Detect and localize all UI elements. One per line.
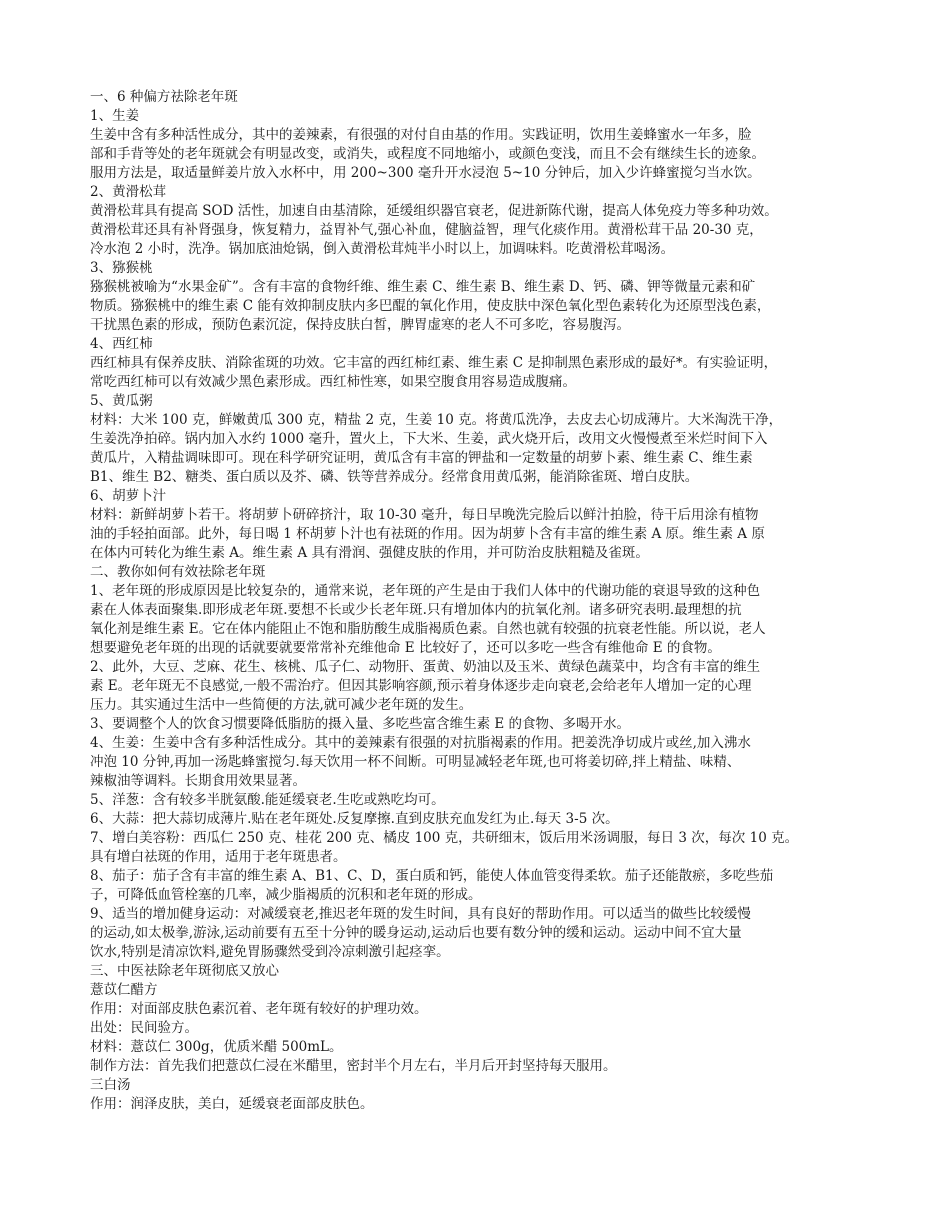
- paragraph-line: 生姜中含有多种活性成分，其中的姜辣素，有很强的对付自由基的作用。实践证明，饮用生姜蜂蜜水一年多，脸: [90, 127, 752, 143]
- paragraph-line: 饮水,特别是清凉饮料,避免胃肠骤然受到冷凉刺激引起痉挛。: [90, 944, 450, 960]
- subheading: 三白汤: [90, 1077, 131, 1093]
- paragraph-line: B1、维生 B2、糖类、蛋白质以及芥、磷、铁等营养成分。经常食用黄瓜粥，能消除雀斑、增白皮肤。: [90, 469, 699, 485]
- subheading: 5、黄瓜粥: [90, 393, 153, 409]
- subheading: 1、生姜: [90, 108, 140, 124]
- paragraph-line: 9、适当的增加健身运动：对减缓衰老,推迟老年斑的发生时间，具有良好的帮助作用。可以适当的做些比较缓慢: [90, 906, 751, 922]
- paragraph-line: 子，可降低血管栓塞的几率，减少脂褐质的沉积和老年斑的形成。: [90, 887, 482, 903]
- paragraph-line: 素在人体表面聚集.即形成老年斑.要想不长或少长老年斑.只有增加体内的抗氧化剂。诸多研究表明.最理想的抗: [90, 602, 742, 618]
- subheading: 4、西红柿: [90, 336, 153, 352]
- paragraph-line: 压力。其实通过生活中一些简便的方法,就可减少老年斑的发生。: [90, 697, 473, 713]
- paragraph-line: 黄滑松茸还具有补肾强身，恢复精力，益胃补气,强心补血，健脑益智，理气化痰作用。黄滑松茸干品 20-30 克，: [90, 222, 763, 238]
- paragraph-line: 具有增白祛斑的作用，适用于老年斑患者。: [90, 849, 347, 865]
- paragraph-line: 干扰黑色素的形成，预防色素沉淀，保持皮肤白皙，脾胃虚寒的老人不可多吃，容易腹泻。: [90, 317, 630, 333]
- section-heading: 二、教你如何有效祛除老年斑: [90, 564, 266, 580]
- paragraph-line: 材料：大米 100 克，鲜嫩黄瓜 300 克，精盐 2 克，生姜 10 克。将黄瓜洗净，去皮去心切成薄片。大米淘洗干净，: [90, 412, 783, 428]
- paragraph-line: 部和手背等处的老年斑就会有明显改变，或消失，或程度不同地缩小，或颜色变浅，而且不会有继续生长的迹象。: [90, 146, 765, 162]
- paragraph-line: 氧化剂是维生素 E。它在体内能阻止不饱和脂肪酸生成脂褐质色素。自然也就有较强的抗衰老性能。所以说，老人: [90, 621, 766, 637]
- paragraph-line: 2、此外，大豆、芝麻、花生、核桃、瓜子仁、动物肝、蛋黄、奶油以及玉米、黄绿色蔬菜中，均含有丰富的维生: [90, 659, 761, 675]
- paragraph-line: 黄瓜片，入精盐调味即可。现在科学研究证明，黄瓜含有丰富的钾盐和一定数量的胡萝卜素、维生素 C、维生素: [90, 450, 753, 466]
- paragraph-line: 材料：新鲜胡萝卜若干。将胡萝卜研碎挤汁，取 10-30 毫升，每日早晚洗完脸后以鲜汁拍脸，待干后用涂有植物: [90, 507, 759, 523]
- subheading: 2、黄滑松茸: [90, 184, 167, 200]
- paragraph-line: 冷水泡 2 小时，洗净。锅加底油炝锅，倒入黄滑松茸炖半小时以上，加调味料。吃黄滑松茸喝汤。: [90, 241, 675, 257]
- paragraph-line: 8、茄子：茄子含有丰富的维生素 A、B1、C、D，蛋白质和钙，能使人体血管变得柔软。茄子还能散瘀，多吃些茄: [90, 868, 774, 884]
- paragraph-line: 制作方法：首先我们把薏苡仁浸在米醋里，密封半个月左右，半月后开封坚持每天服用。: [90, 1058, 617, 1074]
- paragraph-line: 物质。猕猴桃中的维生素 C 能有效抑制皮肤内多巴醌的氧化作用，使皮肤中深色氧化型色素转化为还原型浅色素，: [90, 298, 771, 314]
- paragraph-line: 常吃西红柿可以有效减少黑色素形成。西红柿性寒，如果空腹食用容易造成腹痛。: [90, 374, 576, 390]
- paragraph-line: 6、大蒜：把大蒜切成薄片.贴在老年斑处.反复摩擦.直到皮肤充血发红为止.每天 3-5 次。: [90, 811, 619, 827]
- paragraph-line: 生姜洗净拍碎。锅内加入水约 1000 毫升，置火上，下大米、生姜，武火烧开后，改用文火慢慢煮至米烂时间下入: [90, 431, 768, 447]
- paragraph-line: 冲泡 10 分钟,再加一汤匙蜂蜜搅匀.每天饮用一杯不间断。可明显减轻老年斑,也可将姜切碎,拌上精盐、味精、: [90, 754, 741, 770]
- paragraph-line: 作用：润泽皮肤，美白，延缓衰老面部皮肤色。: [90, 1096, 374, 1112]
- paragraph-line: 5、洋葱：含有较多半胱氨酸.能延缓衰老.生吃或熟吃均可。: [90, 792, 445, 808]
- paragraph-line: 的运动,如太极拳,游泳,运动前要有五至十分钟的暖身运动,运动后也要有数分钟的缓和运动。运动中间不宜大量: [90, 925, 742, 941]
- paragraph-line: 油的手轻拍面部。此外，每日喝 1 杯胡萝卜汁也有祛斑的作用。因为胡萝卜含有丰富的维生素 A 原。维生素 A 原: [90, 526, 765, 542]
- paragraph-line: 素 E。老年斑无不良感觉,一般不需治疗。但因其影响容颜,预示着身体逐步走向衰老,会给老年人增加一定的心理: [90, 678, 752, 694]
- paragraph-line: 西红柿具有保养皮肤、消除雀斑的功效。它丰富的西红柿红素、维生素 C 是抑制黑色素形成的最好*。有实验证明，: [90, 355, 778, 371]
- paragraph-line: 黄滑松茸具有提高 SOD 活性，加速自由基清除，延缓组织器官衰老，促进新陈代谢，提高人体免疫力等多种功效。: [90, 203, 778, 219]
- paragraph-line: 3、要调整个人的饮食习惯要降低脂肪的摄入量、多吃些富含维生素 E 的食物、多喝开水。: [90, 716, 631, 732]
- paragraph-line: 7、增白美容粉：西瓜仁 250 克、桂花 200 克、橘皮 100 克，共研细末，饭后用米汤调服，每日 3 次，每次 10 克。: [90, 830, 799, 846]
- paragraph-line: 4、生姜：生姜中含有多种活性成分。其中的姜辣素有很强的对抗脂褐素的作用。把姜洗净切成片或丝,加入沸水: [90, 735, 751, 751]
- paragraph-line: 出处：民间验方。: [90, 1020, 198, 1036]
- section-heading: 三、中医祛除老年斑彻底又放心: [90, 963, 279, 979]
- subheading: 薏苡仁醋方: [90, 982, 158, 998]
- paragraph-line: 在体内可转化为维生素 A。维生素 A 具有滑润、强健皮肤的作用，并可防治皮肤粗糙及雀斑。: [90, 545, 649, 561]
- paragraph-line: 1、老年斑的形成原因是比较复杂的，通常来说，老年斑的产生是由于我们人体中的代谢功能的衰退导致的这种色: [90, 583, 761, 599]
- paragraph-line: 辣椒油等调料。长期食用效果显著。: [90, 773, 306, 789]
- paragraph-line: 材料：薏苡仁 300g，优质米醋 500mL。: [90, 1039, 343, 1055]
- section-heading: 一、6 种偏方祛除老年斑: [90, 89, 238, 105]
- subheading: 6、胡萝卜汁: [90, 488, 167, 504]
- paragraph-line: 想要避免老年斑的出现的话就要就要常常补充维他命 E 比较好了，还可以多吃一些含有维他命 E 的食物。: [90, 640, 721, 656]
- paragraph-line: 作用：对面部皮肤色素沉着、老年斑有较好的护理功效。: [90, 1001, 428, 1017]
- subheading: 3、猕猴桃: [90, 260, 153, 276]
- paragraph-line: 服用方法是，取适量鲜姜片放入水杯中，用 200~300 毫升开水浸泡 5~10 分钟后，加入少许蜂蜜搅匀当水饮。: [90, 165, 761, 181]
- paragraph-line: 猕猴桃被喻为“水果金矿”。含有丰富的食物纤维、维生素 C、维生素 B、维生素 D、钙、磷、钾等微量元素和矿: [90, 279, 756, 295]
